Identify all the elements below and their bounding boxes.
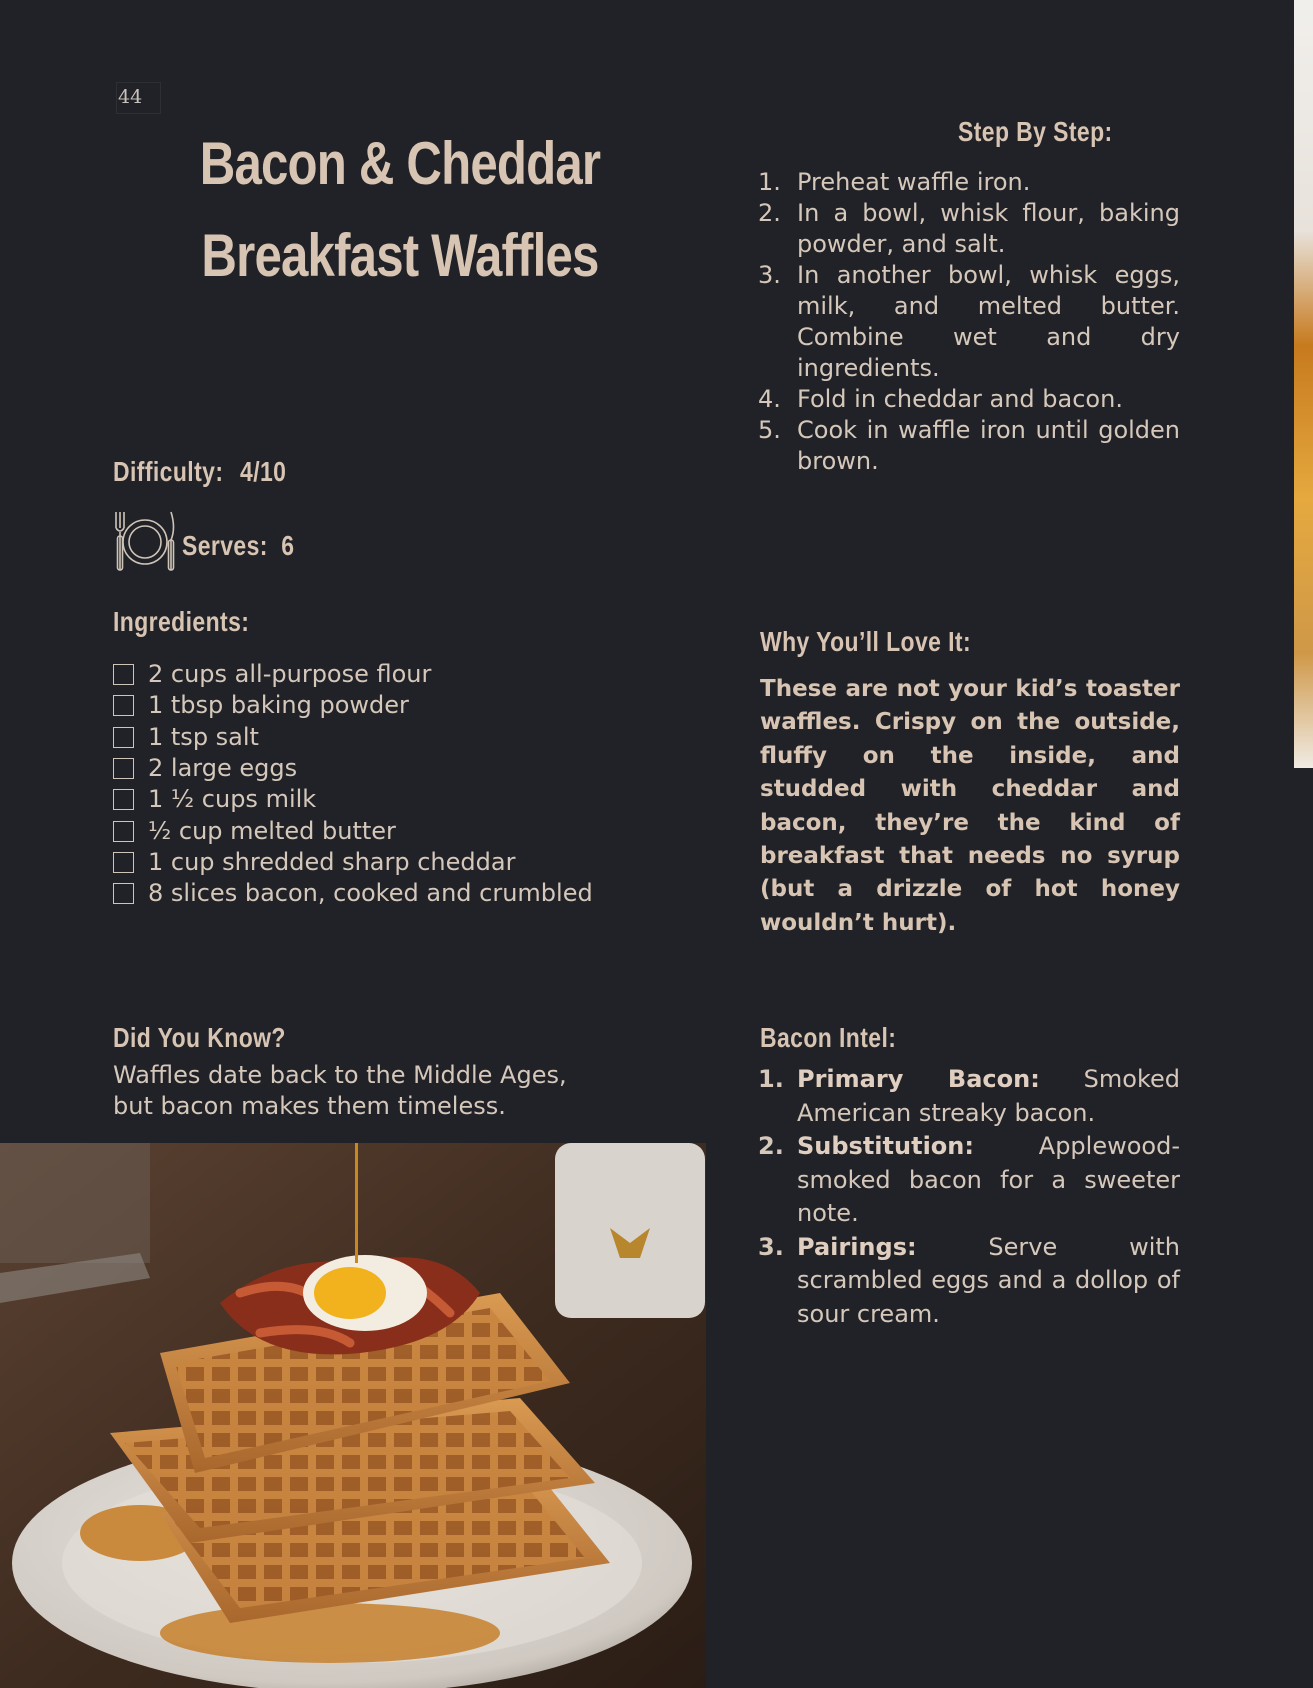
difficulty-label: Difficulty:	[113, 456, 224, 487]
checkbox[interactable]	[113, 789, 134, 810]
ingredient-text: ½ cup melted butter	[148, 816, 396, 845]
step-text: In another bowl, whisk eggs, milk, and melted butter. Combine wet and dry ingredients.	[797, 261, 1180, 382]
serves	[182, 530, 294, 562]
serves-value: 6	[281, 530, 295, 561]
love-text: These are not your kid’s toaster waffles. Crispy on the outside, fluffy on the inside, and studded with cheddar and bacon, they’re the kind of breakfast that needs no syrup (but a drizzle of hot honey wouldn’t hurt).	[760, 676, 1180, 936]
ingredient-text: 1 cup shredded sharp cheddar	[148, 847, 516, 876]
intel-item	[758, 1231, 1180, 1332]
step-item	[758, 415, 1180, 477]
ingredient-item[interactable]	[113, 659, 593, 690]
ingredients-list	[113, 659, 593, 909]
ingredient-text: 2 large eggs	[148, 754, 298, 783]
step-item	[758, 384, 1180, 415]
ingredient-item[interactable]	[113, 815, 593, 846]
checkbox[interactable]	[113, 727, 134, 748]
step-number: 4.	[758, 385, 781, 413]
intel-number: 3.	[758, 1232, 784, 1261]
bacon-intel-list	[758, 1063, 1180, 1331]
checkbox[interactable]	[113, 852, 134, 873]
title-line-1: Bacon & Cheddar	[199, 130, 601, 197]
intel-text: Applewood-smoked bacon for a sweeter note.	[797, 1132, 1180, 1227]
step-item	[758, 167, 1180, 198]
difficulty	[113, 456, 286, 488]
ingredient-item[interactable]	[113, 722, 593, 753]
step-item	[758, 260, 1180, 384]
step-text: Preheat waffle iron.	[797, 168, 1031, 196]
checkbox[interactable]	[113, 883, 134, 904]
ingredient-item[interactable]	[113, 878, 593, 909]
step-number: 2.	[758, 199, 781, 227]
intel-text: Serve with scrambled eggs and a dollop of sour cream.	[797, 1232, 1180, 1328]
checkbox[interactable]	[113, 695, 134, 716]
checkbox[interactable]	[113, 664, 134, 685]
waffle-photo	[0, 1143, 706, 1688]
side-photo-strip	[1294, 0, 1313, 768]
step-number: 1.	[758, 168, 781, 196]
step-item	[758, 198, 1180, 260]
checkbox[interactable]	[113, 821, 134, 842]
intel-text: Smoked American streaky bacon.	[797, 1065, 1180, 1127]
intel-number: 2.	[758, 1132, 784, 1160]
ingredient-text: 1 tbsp baking powder	[148, 691, 409, 720]
did-you-know-text: Waffles date back to the Middle Ages, but bacon makes them timeless.	[113, 1061, 567, 1120]
difficulty-value: 4/10	[240, 456, 287, 487]
serves-label: Serves:	[182, 530, 268, 561]
love-heading: Why You’ll Love It:	[760, 626, 972, 657]
bacon-intel-heading: Bacon Intel:	[760, 1022, 897, 1053]
steps-list	[758, 167, 1180, 477]
ingredient-text: 8 slices bacon, cooked and crumbled	[148, 879, 593, 908]
ingredient-text: 2 cups all-purpose flour	[148, 660, 432, 689]
ingredients-heading: Ingredients:	[113, 606, 250, 637]
step-number: 3.	[758, 261, 781, 289]
ingredient-text: 1 ½ cups milk	[148, 785, 317, 814]
did-you-know-heading: Did You Know?	[113, 1022, 286, 1053]
ingredient-text: 1 tsp salt	[148, 722, 259, 751]
checkbox[interactable]	[113, 758, 134, 779]
page-number: 44	[116, 82, 161, 114]
ingredient-item[interactable]	[113, 690, 593, 721]
intel-item	[758, 1063, 1180, 1130]
recipe-title	[195, 118, 605, 302]
ingredient-item[interactable]	[113, 753, 593, 784]
step-number: 5.	[758, 416, 781, 444]
step-text: Cook in waffle iron until golden brown.	[797, 416, 1180, 475]
intel-number: 1.	[758, 1065, 784, 1093]
ingredient-item[interactable]	[113, 784, 593, 815]
intel-label: Primary Bacon:	[797, 1065, 1040, 1093]
steps-heading: Step By Step:	[958, 116, 1113, 147]
ingredient-item[interactable]	[113, 847, 593, 878]
intel-item	[758, 1130, 1180, 1231]
intel-label: Substitution:	[797, 1132, 974, 1160]
step-text: In a bowl, whisk flour, baking powder, and salt.	[797, 199, 1180, 258]
plate-cutlery-icon	[113, 510, 177, 572]
step-text: Fold in cheddar and bacon.	[797, 385, 1123, 413]
title-line-2: Breakfast Waffles	[201, 222, 599, 289]
intel-label: Pairings:	[797, 1232, 917, 1261]
